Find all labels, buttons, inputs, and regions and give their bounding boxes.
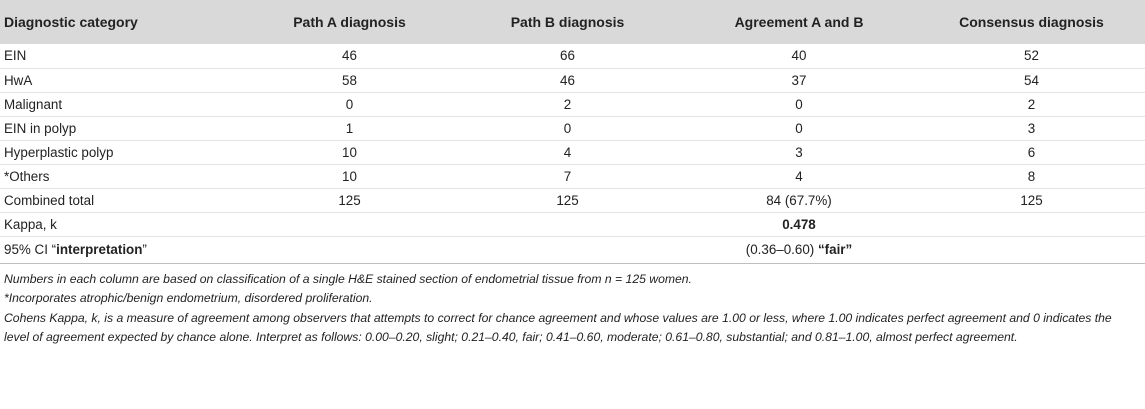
row-label: EIN in polyp [0,116,244,140]
cell-path-b: 125 [455,188,680,212]
empty-cell [244,236,455,263]
row-label: *Others [0,164,244,188]
ci-range: (0.36–0.60) [745,242,818,257]
cell-path-b: 4 [455,140,680,164]
empty-cell [455,236,680,263]
cell-path-b: 2 [455,92,680,116]
empty-cell [918,212,1145,236]
cell-agreement: 37 [680,68,918,92]
empty-cell [244,212,455,236]
cell-consensus: 6 [918,140,1145,164]
kappa-label: Kappa, k [0,212,244,236]
cell-consensus: 52 [1024,48,1039,64]
ci-label-bold: interpretation [56,242,143,257]
kappa-value: 0.478 [680,212,918,236]
cell-path-b: 66 [560,48,575,64]
ci-label-suffix: ” [142,242,147,257]
table-footnotes [0,270,1145,348]
cell-path-a: 46 [342,48,357,64]
cell-path-b: 46 [455,68,680,92]
table-row [0,44,1145,68]
table-row [0,164,1145,188]
table-row [0,92,1145,116]
cell-consensus: 125 [918,188,1145,212]
header-agreement: Agreement A and B [734,14,864,30]
cell-consensus: 8 [918,164,1145,188]
kappa-row [0,212,1145,236]
cell-agreement: 0 [680,92,918,116]
header-row [0,0,1145,44]
header-path-a: Path A diagnosis [293,14,406,30]
cell-path-a: 1 [244,116,455,140]
footnote-kappa: Cohens Kappa, k, is a measure of agreement among observers that attempts to correct for chance agreement and whose values are 1.00 or less, where 1.00 indicates perfect agreement and 0 indicates the level of agreement expected by chance alone. Interpret as follows: 0.00–0.20, slight; 0.21–0.40, fair; 0.41–0.60, moderate; 0.61–0.80, substantial; and 0.81–1.00, almost perfect agreement. [4,310,1112,344]
row-label: EIN [4,48,27,64]
cell-path-a: 0 [244,92,455,116]
row-label: Hyperplastic polyp [0,140,244,164]
cell-agreement: 84 (67.7%) [680,188,918,212]
footnote-others: *Incorporates atrophic/benign endometrium, disordered proliferation. [4,291,373,305]
cell-path-b: 0 [455,116,680,140]
ci-label [0,236,244,263]
cell-path-a: 125 [244,188,455,212]
empty-cell [918,236,1145,263]
footnote-numbers: Numbers in each column are based on classification of a single H&E stained section of endometrial tissue from n = 125 women. [4,271,692,286]
cell-agreement: 0 [680,116,918,140]
cell-consensus: 54 [918,68,1145,92]
cell-agreement: 3 [680,140,918,164]
header-path-b: Path B diagnosis [510,14,625,30]
cell-consensus: 2 [918,92,1145,116]
ci-interpretation: “fair” [817,242,853,257]
cell-agreement: 4 [680,164,918,188]
ci-label-prefix: 95% CI “ [4,242,57,257]
cell-agreement: 40 [791,48,807,64]
row-label: Malignant [0,92,244,116]
cell-path-a: 10 [244,140,455,164]
cell-path-b: 7 [455,164,680,188]
row-label: Combined total [0,188,244,212]
table-row [0,68,1145,92]
header-consensus: Consensus diagnosis [959,14,1104,30]
cell-consensus: 3 [918,116,1145,140]
table-row [0,188,1145,212]
ci-value [680,236,918,263]
table-row [0,116,1145,140]
cell-path-a: 58 [244,68,455,92]
empty-cell [455,212,680,236]
ci-row [0,236,1145,263]
header-diagnostic-category: Diagnostic category [4,14,138,30]
cell-path-a: 10 [244,164,455,188]
table-row [0,140,1145,164]
row-label: HwA [0,68,244,92]
